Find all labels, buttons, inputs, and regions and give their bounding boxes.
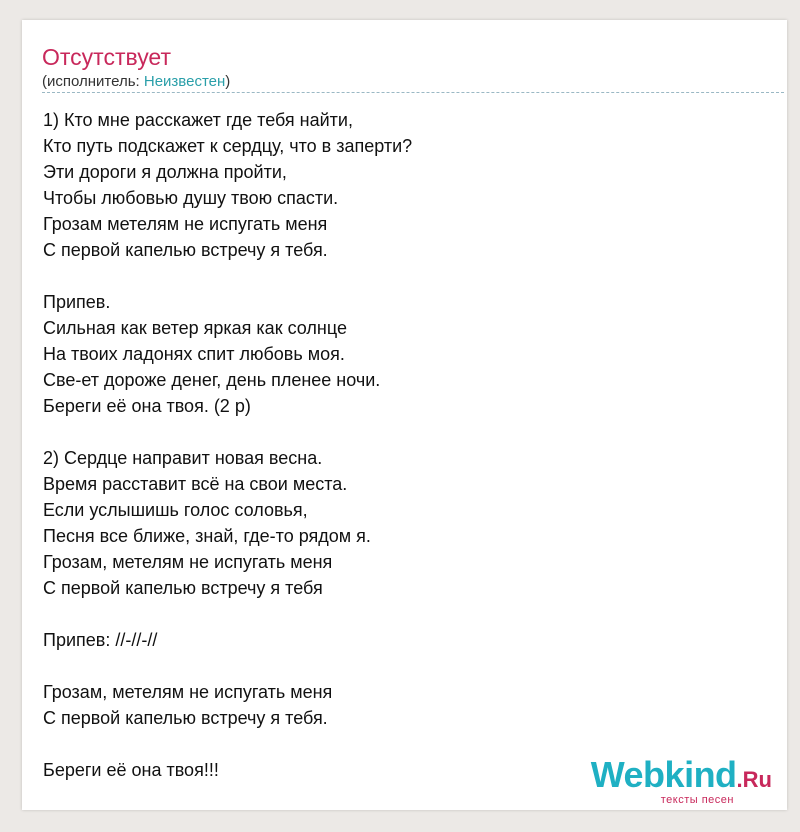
lyric-line: 2) Сердце направит новая весна. <box>43 448 323 468</box>
logo-tld: .Ru <box>736 767 772 792</box>
lyrics-text <box>43 107 763 783</box>
artist-link[interactable]: Неизвестен <box>143 73 226 90</box>
lyric-line: Грозам, метелям не испугать меня <box>43 682 333 702</box>
logo-main-text: Webkind <box>590 754 737 795</box>
lyric-line: На твоих ладонях спит любовь моя. <box>43 344 345 364</box>
lyric-line: Если услышишь голос соловья, <box>43 500 308 520</box>
lyric-line: Эти дороги я должна пройти, <box>43 162 287 182</box>
logo-wordmark <box>590 754 772 798</box>
lyric-line: Кто путь подскажет к сердцу, что в заперти? <box>43 136 413 156</box>
lyric-line: Све-ет дороже денег, день пленее ночи. <box>43 370 381 390</box>
lyric-line: Грозам, метелям не испугать меня <box>43 552 333 572</box>
lyric-line: Береги её она твоя. (2 р) <box>43 396 251 416</box>
lyric-blank-line <box>43 601 763 627</box>
lyric-blank-line <box>43 263 763 289</box>
lyric-line: Сильная как ветер яркая как солнце <box>43 318 347 338</box>
artist-line <box>42 73 230 90</box>
logo-tagline: тексты песен <box>660 794 734 806</box>
site-logo[interactable] <box>590 754 772 806</box>
lyric-line: Припев. <box>43 292 111 312</box>
artist-prefix: (исполнитель: <box>42 73 144 90</box>
lyric-line: Грозам метелям не испугать меня <box>43 214 328 234</box>
song-title: Отсутствует <box>42 44 171 70</box>
lyric-line: Береги её она твоя!!! <box>43 760 219 780</box>
lyric-blank-line <box>43 653 763 679</box>
lyric-line: Чтобы любовью душу твою спасти. <box>43 188 339 208</box>
lyric-line: С первой капелью встречу я тебя. <box>43 240 328 260</box>
lyric-line: С первой капелью встречу я тебя <box>43 578 323 598</box>
lyric-blank-line <box>43 419 763 445</box>
lyric-line: Припев: //-//-// <box>43 630 158 650</box>
divider <box>42 92 784 93</box>
lyric-line: 1) Кто мне расскажет где тебя найти, <box>43 110 353 130</box>
lyrics-card <box>22 20 787 810</box>
artist-suffix: ) <box>225 73 231 90</box>
lyric-line: С первой капелью встречу я тебя. <box>43 708 328 728</box>
lyric-line: Время расставит всё на свои места. <box>43 474 348 494</box>
lyric-line: Песня все ближе, знай, где-то рядом я. <box>43 526 371 546</box>
